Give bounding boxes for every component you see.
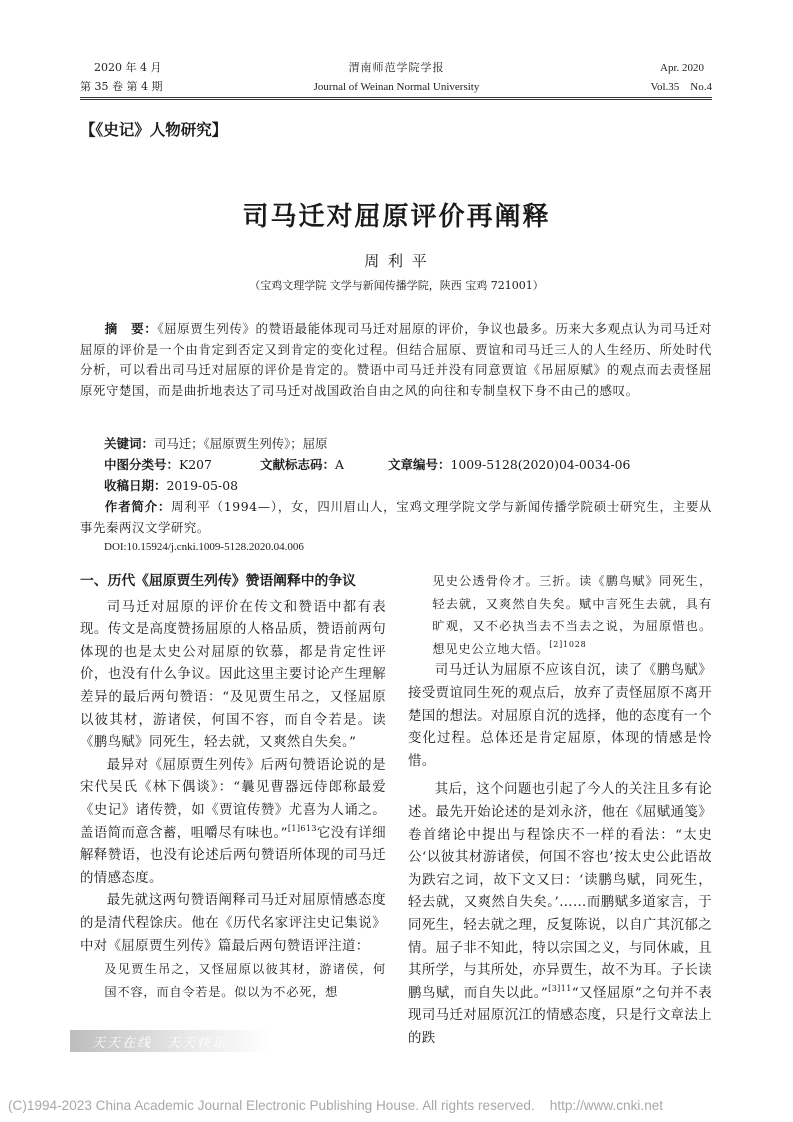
author-bio-label: 作者简介： xyxy=(104,499,172,514)
article-title: 司马迁对屈原评价再阐释 xyxy=(242,202,551,232)
author-name: 周 利 平 xyxy=(364,252,429,270)
received-date xyxy=(104,476,238,497)
paragraph-text: 其后，这个问题也引起了今人的关注且多有论述。最先开始论述的是刘永济，他在《屈赋通笺》卷首绪论中提出与程馀庆不一样的看法：“太史公‘以彼其材游诸侯，何国不容也’按太史公此语故为跌宕之词，故下文又曰：‘读鹏鸟赋，同死生，轻去就，又爽然自失矣。’……而鹏赋多道家言，于同死生，轻去就之理，反复陈说，以自广其沉郁之情。屈子非不知此，特以宗国之义，与同休戚，且其所学，与其所处，亦异贾生，故不为耳。子长读鹏鸟赋，而自失以此。” xyxy=(408,782,712,1001)
received-label: 收稿日期： xyxy=(104,478,167,493)
doc-label: 文献标志码： xyxy=(260,457,336,472)
right-column xyxy=(408,570,712,1050)
header-journal-cn: 渭南师范学院学报 xyxy=(348,61,445,74)
paragraph xyxy=(408,779,712,1050)
paragraph-text: 它没有详细解释赞语，也没有论述后两句赞语所体现的司马迁的情感态度。 xyxy=(80,825,386,886)
block-quote xyxy=(408,570,712,660)
left-column xyxy=(80,570,386,1003)
citation: [1]613 xyxy=(287,823,317,833)
paragraph-text: “又怪屈原”之句并不表现司马迁对屈原沉江的情感态度，只是行文章法上的跌 xyxy=(408,985,713,1046)
received-value: 2019-05-08 xyxy=(166,478,238,493)
doi: DOI:10.15924/j.cnki.1009-5128.2020.04.006 xyxy=(104,541,304,553)
art-label: 文章编号： xyxy=(388,457,451,472)
header-rule xyxy=(80,97,712,98)
doc-code xyxy=(260,455,344,476)
author-affiliation: （宝鸡文理学院 文学与新闻传播学院，陕西 宝鸡 721001） xyxy=(249,279,544,292)
header-volume-en: Vol.35 No.4 xyxy=(650,81,712,93)
header-date-en: Apr. 2020 xyxy=(660,62,704,74)
paragraph-text: 最异对《屈原贾生列传》后两句赞语论说的是宋代吴氏《林下偶谈》：“曩见曹器远侍郎称最爱《史记》诸传赞，如《贾谊传赞》尤喜为人诵之。盖语简而意含蓄，咀嚼尽有味也。” xyxy=(80,757,386,841)
header-date-cn: 2020 年 4 月 xyxy=(94,61,162,74)
paragraph xyxy=(80,755,386,891)
footer-stamp: 天天在线 天天快乐 xyxy=(92,1036,228,1051)
block-quote: 及见贾生吊之，又怪屈原以彼其材，游诸侯，何国不容，而自令若是。似以为不必死，想 xyxy=(104,962,386,999)
keywords xyxy=(104,434,327,455)
author-bio-text: 周利平（1994—），女，四川眉山人，宝鸡文理学院文学与新闻传播学院硕士研究生，主要从事先秦两汉文学研究。 xyxy=(80,499,712,535)
paragraph: 最先就这两句赞语阐释司马迁对屈原情感态度的是清代程馀庆。他在《历代名家评注史记集说》中对《屈原贾生列传》篇最后两句赞语评注道： xyxy=(80,893,386,954)
art-value: 1009-5128(2020)04-0034-06 xyxy=(450,457,631,472)
clc-value: K207 xyxy=(179,457,212,472)
citation: [3]11 xyxy=(548,983,572,993)
keywords-label: 关键词： xyxy=(104,436,155,451)
section-heading: 一、历代《屈原贾生列传》赞语阐释中的争议 xyxy=(80,573,356,589)
citation: [2]1028 xyxy=(549,639,587,649)
quote-text: 见史公透骨伶才。三折。读《鹏鸟赋》同死生，轻去就，又爽然自失矣。赋中言死生去就，具有旷观，又不必执当去不当去之说，为屈原惜也。想见史公立地大悟。 xyxy=(432,574,712,656)
header-rule-double xyxy=(80,99,712,100)
abstract-text: 《屈原贾生列传》的赞语最能体现司马迁对屈原的评价，争议也最多。历来大多观点认为司马迁对屈原的评价是一个由肯定到否定又到肯定的变化过程。但结合屈原、贾谊和司马迁三人的人生经历、所处时代分析，可以看出司马迁对屈原的评价是肯定的。赞语中司马迁并没有同意贾谊《吊屈原赋》的观点而去责怪屈原死守楚国，而是曲折地表达了司马迁对战国政治自由之风的向往和专制皇权下身不由己的感叹。 xyxy=(80,321,712,398)
clc-label: 中图分类号： xyxy=(104,457,180,472)
paragraph: 司马迁对屈原的评价在传文和赞语中都有表现。传文是高度赞扬屈原的人格品质，赞语前两句体现的也是太史公对屈原的钦慕，都是肯定性评价，也没有什么争议。因此这里主要讨论产生理解差异的最后两句赞语：“及见贾生吊之，又怪屈原以彼其材，游诸侯，何国不容，而自令若是。读《鹏鸟赋》同死生，轻去就，又爽然自失矣。” xyxy=(80,599,386,751)
header-journal-en: Journal of Weinan Normal University xyxy=(313,81,480,93)
author-bio xyxy=(80,497,712,538)
keywords-text: 司马迁；《屈原贾生列传》；屈原 xyxy=(154,436,328,451)
article-number xyxy=(388,455,630,476)
section-tag: 【《史记》人物研究】 xyxy=(80,121,228,139)
copyright-line: (C)1994-2023 China Academic Journal Electronic Publishing House. All rights reserved. http://www.cnki.net xyxy=(8,1098,664,1113)
header-volume-cn: 第 35 卷 第 4 期 xyxy=(80,80,163,93)
paragraph: 司马迁认为屈原不应该自沉，读了《鹏鸟赋》接受贾谊同生死的观点后，放弃了责怪屈原不离开楚国的想法。对屈原自沉的选择，他的态度有一个变化过程。总体还是肯定屈原，体现的情感是怜惜。 xyxy=(408,663,712,769)
doc-value: A xyxy=(335,457,344,472)
abstract-label: 摘 要： xyxy=(104,321,158,336)
abstract xyxy=(80,319,712,401)
